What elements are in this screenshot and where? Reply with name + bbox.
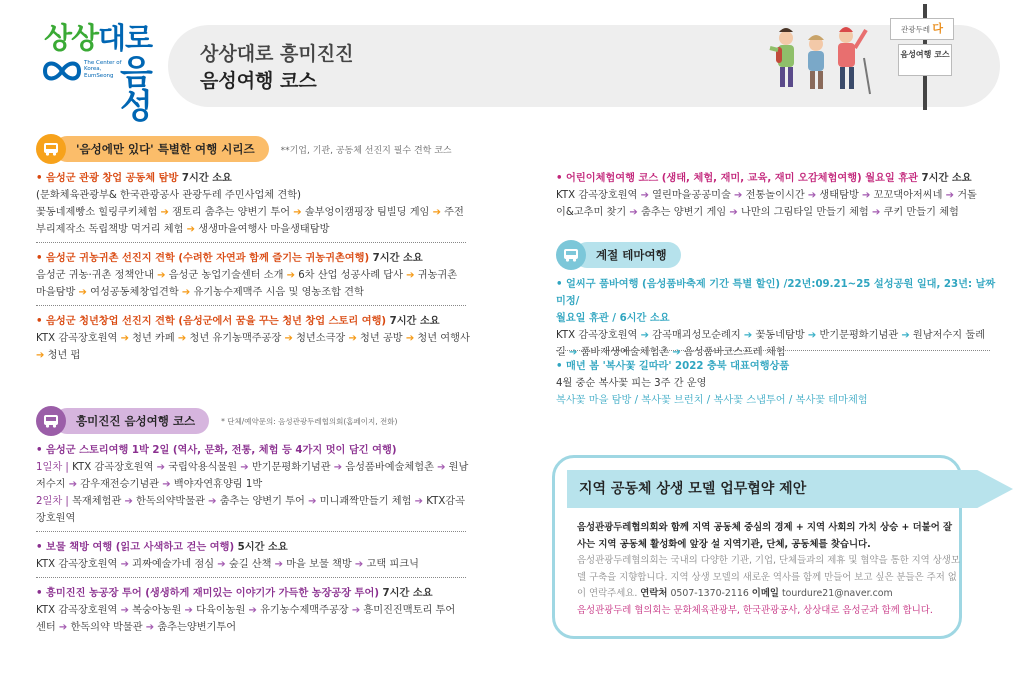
- route-stop: 복숭아농원: [132, 605, 182, 616]
- route-stop: KTX 감곡장호원역: [36, 559, 118, 570]
- arrow-right-icon: ➔: [204, 496, 220, 507]
- route-stop: KTX 감곡장호원역: [36, 333, 118, 344]
- course-duration: 5시간 소요: [234, 542, 288, 553]
- email-link[interactable]: tourdure21@naver.com: [781, 588, 893, 599]
- course-block: [36, 170, 472, 238]
- route-stop: 유기농수제맥주공장: [260, 605, 349, 616]
- arrow-right-icon: ➔: [348, 605, 364, 616]
- arrow-right-icon: ➔: [153, 270, 169, 281]
- course-block: [36, 442, 472, 527]
- signpost-illustration: [890, 4, 966, 110]
- arrow-right-icon: ➔: [174, 333, 190, 344]
- course-programs: 복사꽃 마을 탐방 / 복사꽃 브런치 / 복사꽃 스냅투어 / 복사꽃 테마체험: [556, 395, 868, 406]
- course-duration: 7시간 소요: [918, 173, 972, 184]
- arrow-right-icon: ➔: [804, 190, 820, 201]
- section-note-interesting: * 단체/예약문의: 음성관광두레협의회(홈페이지, 전화): [221, 416, 398, 426]
- route-stop: KTX감곡: [426, 496, 465, 507]
- course-title: • 얼씨구 품바여행 (음성품바축제 기간 특별 할인) /22년:09.21~25 설성공원 일대, 23년: 날짜미정/: [556, 279, 996, 307]
- route-stop: 나만의 그림타일 만들기 체험: [740, 207, 869, 218]
- arrow-right-icon: ➔: [290, 207, 305, 218]
- course-route-line: [36, 187, 472, 204]
- route-stop: 생태탐방: [819, 190, 859, 201]
- course-route-line: [36, 602, 472, 619]
- arrow-right-icon: ➔: [75, 287, 91, 298]
- course-block: [556, 170, 996, 221]
- route-stop: 꽃동네탐방: [755, 330, 805, 341]
- section-note-special: **기업, 기관, 공동체 선진지 필수 견학 코스: [280, 145, 452, 156]
- route-stop: 청년소극장: [296, 333, 346, 344]
- route-stop: 흥미진진맥토리 투어: [363, 605, 456, 616]
- route-stop: 청년 카페: [132, 333, 175, 344]
- course-route: [556, 327, 996, 361]
- arrow-right-icon: ➔: [345, 333, 361, 344]
- arrow-right-icon: ➔: [942, 190, 958, 201]
- arrow-right-icon: ➔: [411, 496, 427, 507]
- proposal-box: [552, 455, 962, 639]
- route-stop: KTX 감곡장호원역: [556, 190, 638, 201]
- course-route-line: [36, 330, 472, 347]
- arrow-right-icon: ➔: [402, 270, 418, 281]
- route-stop: 잼토리 춤추는 양변기 투어: [172, 207, 291, 218]
- divider: [36, 305, 466, 306]
- arrow-right-icon: ➔: [730, 190, 746, 201]
- arrow-right-icon: ➔: [804, 330, 820, 341]
- route-stop: KTX 감곡장호원역: [68, 462, 154, 473]
- route-stop: 청년 여행사: [417, 333, 470, 344]
- route-stop: (문화체육관광부& 한국관광공사 관광두레 주민사업체 견학): [36, 190, 302, 201]
- route-stop: 이&고추미 찾기: [556, 207, 627, 218]
- course-route-line: [36, 556, 472, 573]
- route-stop: 숲길 산책: [228, 559, 272, 570]
- day-label: 2일차 |: [36, 496, 69, 507]
- course-block: [36, 585, 472, 636]
- course-title: • 음성군 관광 창업 공동체 탐방 7시간 소요: [36, 173, 232, 184]
- arrow-right-icon: ➔: [55, 622, 71, 633]
- route-stop: 장호원역: [36, 513, 76, 524]
- route-stop: 국립악용식물원: [168, 462, 238, 473]
- arrow-right-icon: ➔: [183, 224, 199, 235]
- arrow-right-icon: ➔: [868, 207, 884, 218]
- course-block: [36, 539, 472, 573]
- arrow-right-icon: ➔: [351, 559, 367, 570]
- arrow-right-icon: ➔: [153, 462, 169, 473]
- route-stop: 저수지: [36, 479, 66, 490]
- course-title: • 흥미진진 농공장 투어 (생생하게 재미있는 이야기가 가득한 농장공장 투어) 7시간 소요: [36, 588, 433, 599]
- course-route-line: [36, 347, 472, 364]
- route-stop: 음성품바코스프레 체험: [683, 347, 786, 358]
- route-stop: 유기농수제맥주 시음 및 영농조합 견학: [193, 287, 364, 298]
- arrow-right-icon: ➔: [433, 462, 449, 473]
- course-title: • 보물 책방 여행 (읽고 사색하고 걷는 여행) 5시간 소요: [36, 542, 288, 553]
- divider: [36, 242, 466, 243]
- course-route-line: [36, 510, 472, 527]
- route-stop: 한독의약 박물관: [70, 622, 143, 633]
- course-title: • 어린이체험여행 코스 (생태, 체험, 재미, 교육, 재미 오감체험여행) 월요일 휴관 7시간 소요: [556, 173, 972, 184]
- route-stop: 주전: [444, 207, 464, 218]
- course-schedule: 4월 중순 복사꽃 피는 3주 간 운영: [556, 378, 707, 389]
- divider: [556, 350, 990, 351]
- course-duration: 7시간 소요: [386, 316, 440, 327]
- route-stop: 마을 보물 책방: [286, 559, 352, 570]
- section-header-seasonal: [556, 240, 681, 270]
- arrow-right-icon: ➔: [181, 605, 197, 616]
- route-stop: 열린마을공공미술: [652, 190, 731, 201]
- course-title: • 매년 봄 '복사꽃 길따라' 2022 충북 대표여행상품: [556, 361, 790, 372]
- arrow-right-icon: ➔: [117, 333, 133, 344]
- arrow-right-icon: ➔: [214, 559, 229, 570]
- route-stop: 청년 유기농맥주공장: [189, 333, 282, 344]
- arrow-right-icon: ➔: [281, 333, 297, 344]
- route-stop: 생생마을여행사 마을생태탐방: [198, 224, 330, 235]
- route-stop: 반기문평화기념관: [251, 462, 331, 473]
- route-stop: 솔부엉이캠핑장 팀빌딩 게임: [304, 207, 430, 218]
- course-title-cont: 월요일 휴관 / 6시간 소요: [556, 313, 670, 324]
- route-stop: 품바재생예술체험촌: [580, 347, 670, 358]
- route-stop: 목재체험관: [68, 496, 122, 507]
- hikers-illustration: [756, 8, 876, 100]
- route-stop: 쿠키 만들기 체험: [883, 207, 959, 218]
- header-subtitle: 상상대로 흥미진진: [200, 43, 354, 65]
- route-stop: 다육이농원: [196, 605, 246, 616]
- proposal-contact: 연락처 0507-1370-2116 이메일 tourdure21@naver.com: [640, 588, 893, 599]
- section-label-seasonal: 계절 테마여행: [574, 242, 681, 268]
- arrow-right-icon: ➔: [637, 190, 653, 201]
- arrow-right-icon: ➔: [237, 462, 252, 473]
- route-stop: 원남: [448, 462, 469, 473]
- route-stop: 길: [556, 347, 566, 358]
- course-route-line: [36, 493, 472, 510]
- course-title: • 음성군 스토리여행 1박 2일 (역사, 문화, 전통, 체험 등 4가지 멋이 담긴 여행): [36, 445, 397, 456]
- section-header-interesting: [36, 406, 397, 436]
- route-stop: 거돌: [957, 190, 977, 201]
- route-stop: 감곡매괴성모순례지: [652, 330, 741, 341]
- arrow-right-icon: ➔: [36, 350, 48, 361]
- header-title: 음성여행 코스: [200, 70, 317, 92]
- arrow-right-icon: ➔: [304, 496, 320, 507]
- logo-wordmark-bottom: 음성: [120, 53, 153, 127]
- course-duration: 7시간 소요: [378, 588, 433, 599]
- arrow-right-icon: ➔: [117, 605, 133, 616]
- arrow-right-icon: ➔: [669, 347, 684, 358]
- proposal-lead: 음성관광두레협의회와 함께 지역 공동체 중심의 경제 + 지역 사회의 가치 상승 + 더불어 잘 사는 지역 공동체 활성화에 앞장 설 지역기관, 단체, 공동체를 찾습니다.: [577, 522, 953, 550]
- signpost-title-plate: 음성여행 코스: [898, 44, 952, 76]
- course-route-line: [36, 459, 472, 476]
- course-duration: 7시간 소요: [178, 173, 232, 184]
- route-stop: 괴짜예술가네 점심: [132, 559, 215, 570]
- arrow-right-icon: ➔: [245, 605, 261, 616]
- route-stop: 춤추는 양변기 게임: [640, 207, 727, 218]
- route-stop: 귀농귀촌: [417, 270, 458, 281]
- course-duration: 7시간 소요: [369, 253, 423, 264]
- course-route-line: [36, 476, 472, 493]
- route-stop: 춤추는 양변기 투어: [219, 496, 305, 507]
- proposal-title: 지역 공동체 상생 모델 업무협약 제안: [579, 481, 807, 497]
- arrow-right-icon: ➔: [271, 559, 287, 570]
- course-title: • 음성군 청년창업 선진지 견학 (음성군에서 꿈을 꾸는 청년 창업 스토리 여행) 7시간 소요: [36, 316, 440, 327]
- bus-icon: [36, 406, 66, 436]
- route-stop: 전통놀이시간: [745, 190, 805, 201]
- arrow-right-icon: ➔: [159, 479, 174, 490]
- arrow-right-icon: ➔: [726, 207, 741, 218]
- proposal-body: [577, 520, 961, 619]
- route-stop: 꽃동네제빵소 힐링쿠키체험: [36, 207, 158, 218]
- arrow-right-icon: ➔: [429, 207, 445, 218]
- course-title: • 음성군 귀농귀촌 선진지 견학 (수려한 자연과 함께 즐기는 귀농귀촌여행) 7시간 소요: [36, 253, 423, 264]
- arrow-right-icon: ➔: [157, 207, 173, 218]
- route-stop: 감우재전승기념관: [80, 479, 160, 490]
- seasonal-course-pumba: [556, 276, 996, 361]
- route-stop: 음성품바예술체험촌: [345, 462, 434, 473]
- route-stop: 고택 피크닉: [366, 559, 419, 570]
- course-route-line: [36, 284, 472, 301]
- route-stop: 센터: [36, 622, 56, 633]
- arrow-right-icon: ➔: [330, 462, 346, 473]
- logo-tagline: The Center of Korea, EumSeong: [84, 60, 122, 79]
- route-stop: 여성공동체창업견학: [90, 287, 179, 298]
- route-stop: 음성군 귀농·귀촌 정책안내: [36, 270, 154, 281]
- arrow-right-icon: ➔: [178, 287, 194, 298]
- route-stop: 6차 산업 성공사례 답사: [298, 270, 403, 281]
- route-stop: 청년 펍: [47, 350, 81, 361]
- course-route-line: [36, 619, 472, 636]
- arrow-right-icon: ➔: [283, 270, 299, 281]
- course-block: [36, 250, 472, 301]
- course-route-line: [36, 221, 472, 238]
- day-label: 1일차 |: [36, 462, 69, 473]
- arrow-right-icon: ➔: [121, 496, 137, 507]
- course-route-line: [556, 187, 996, 204]
- route-stop: 반기문평화기념관: [819, 330, 899, 341]
- route-stop: 춤추는양변기투어: [157, 622, 237, 633]
- route-stop: 부리제작소 독립책방 먹거리 체험: [36, 224, 184, 235]
- section-header-special: [36, 134, 452, 164]
- divider: [36, 531, 466, 532]
- section-label-interesting: 흥미진진 음성여행 코스: [54, 408, 209, 434]
- course-block: [36, 313, 472, 364]
- course-route-line: [556, 204, 996, 221]
- section-label-special: '음성에만 있다' 특별한 여행 시리즈: [54, 136, 269, 162]
- route-stop: KTX 감곡장호원역: [36, 605, 118, 616]
- arrow-right-icon: ➔: [65, 479, 81, 490]
- course-route-line: [556, 327, 996, 344]
- infinity-loop-icon: [42, 58, 82, 84]
- arrow-right-icon: ➔: [898, 330, 913, 341]
- arrow-right-icon: ➔: [858, 190, 874, 201]
- arrow-right-icon: ➔: [565, 347, 581, 358]
- route-stop: 청년 공방: [360, 333, 403, 344]
- arrow-right-icon: ➔: [626, 207, 641, 218]
- proposal-footer: 음성관광두레 협의회는 문화체육관광부, 한국관광공사, 상상대로 음성군과 함께 합니다.: [577, 604, 933, 616]
- divider: [36, 577, 466, 578]
- logo-wordmark-top: 상상대로: [44, 21, 153, 55]
- course-route-line: [36, 267, 472, 284]
- arrow-right-icon: ➔: [142, 622, 158, 633]
- route-stop: KTX 감곡장호원역: [556, 330, 638, 341]
- arrow-right-icon: ➔: [117, 559, 133, 570]
- arrow-right-icon: ➔: [402, 333, 418, 344]
- bus-icon: [556, 240, 586, 270]
- route-stop: 꼬꼬댁아저씨네: [873, 190, 943, 201]
- seasonal-course-peach: [556, 358, 996, 409]
- route-stop: 음성군 농업기술센터 소개: [168, 270, 284, 281]
- route-stop: 한독의약박물관: [136, 496, 205, 507]
- course-route-line: [36, 204, 472, 221]
- route-stop: 미니괘짝만들기 체험: [319, 496, 412, 507]
- eumseong-logo: [38, 20, 163, 127]
- route-stop: 원남저수지 둘레: [912, 330, 986, 341]
- bus-icon: [36, 134, 66, 164]
- route-stop: 마을탐방: [36, 287, 76, 298]
- route-stop: 백야자연휴양림 1박: [173, 479, 263, 490]
- signpost-brand-plate: 관광두레 다: [890, 18, 954, 40]
- proposal-description: 음성관광두레협의회는 국내의 다양한 기관, 기업, 단체들과의 제휴 및 협약을 통한 지역 상생모델 구축을 지향합니다. 지역 상생 모델의 새로운 역사를 함께 만들어 보고 싶은 분들은 주저 없이 연락주세요. 연락처 0507-1370-2116 이메일 tourdure21@naver.com: [577, 555, 960, 599]
- arrow-right-icon: ➔: [740, 330, 756, 341]
- arrow-right-icon: ➔: [637, 330, 653, 341]
